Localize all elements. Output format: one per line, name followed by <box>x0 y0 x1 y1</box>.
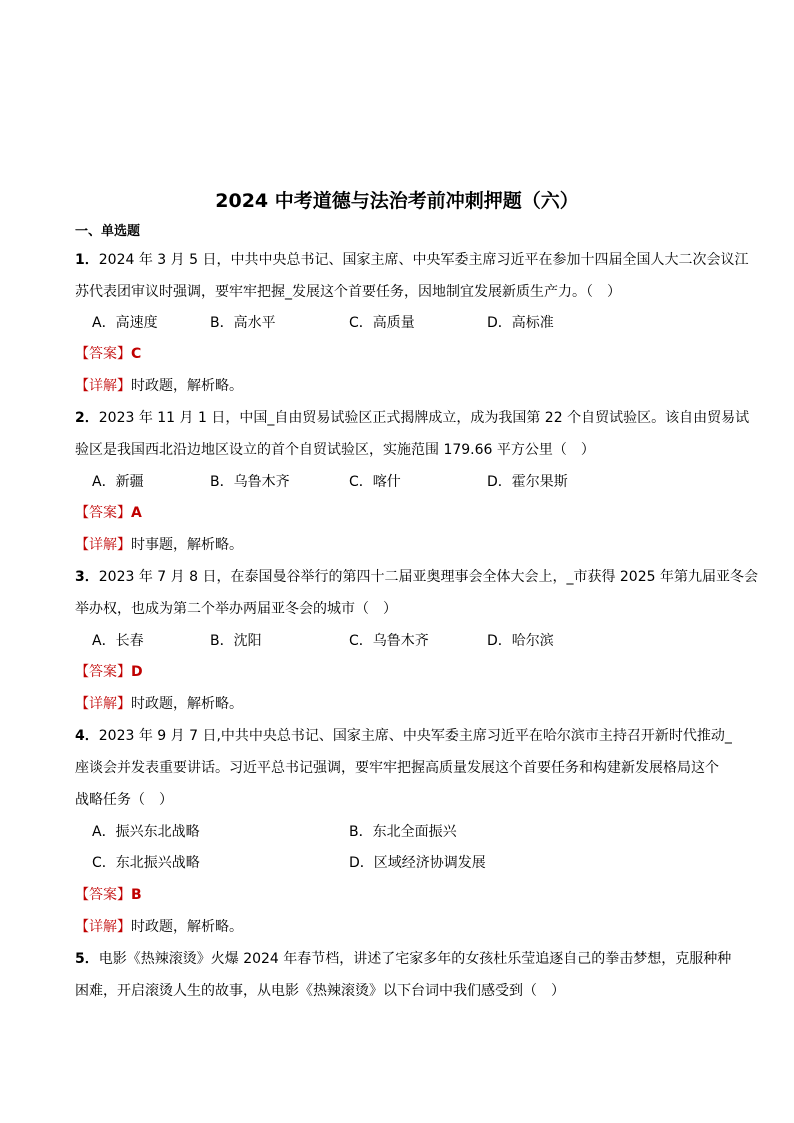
question-4-option-d: D．区域经济协调发展 <box>349 855 486 871</box>
question-1-line-2: 苏代表团审议时强调，要牢牢把握_发展这个首要任务，因地制宜发展新质生产力。（ ） <box>75 284 621 300</box>
question-1-option-c: C．高质量 <box>349 315 415 331</box>
question-2-line-1 <box>75 408 749 428</box>
detail-text: 时政题，解析略。 <box>131 919 243 935</box>
answer-tag: 【答案】 <box>75 664 131 680</box>
detail-text: 时事题，解析略。 <box>131 537 243 553</box>
question-3-text-1: 2023 年 7 月 8 日，在泰国曼谷举行的第四十二届亚奥理事会全体大会上，_市获得 2025 年第九届亚冬会 <box>98 569 758 585</box>
question-3-option-c: C．乌鲁木齐 <box>349 633 429 649</box>
answer-value: D <box>131 664 143 680</box>
question-3-line-2: 举办权，也成为第二个举办两届亚冬会的城市（ ） <box>75 601 397 617</box>
question-5-text-1: 电影《热辣滚烫》火爆 2024 年春节档，讲述了宅家多年的女孩杜乐莹追逐自己的拳击梦想，克服种种 <box>98 951 732 967</box>
question-4-number: 4． <box>75 728 99 744</box>
question-1-option-a: A．高速度 <box>92 315 158 331</box>
question-5-line-2: 困难，开启滚烫人生的故事，从电影《热辣滚烫》以下台词中我们感受到（ ） <box>75 983 565 999</box>
question-4-option-c: C．东北振兴战略 <box>92 855 200 871</box>
question-2-number: 2． <box>75 410 99 426</box>
question-2-option-d: D．霍尔果斯 <box>487 474 568 490</box>
question-1-answer <box>75 344 141 364</box>
question-2-option-a: A．新疆 <box>92 474 144 490</box>
question-1-text-1: 2024 年 3 月 5 日，中共中央总书记、国家主席、中央军委主席习近平在参加十四届全国人大二次会议江 <box>98 252 749 268</box>
question-2-line-2: 验区是我国西北沿边地区设立的首个自贸试验区，实施范围 179.66 平方公里（ ） <box>75 442 595 458</box>
question-1-number: 1． <box>75 252 99 268</box>
answer-tag: 【答案】 <box>75 505 131 521</box>
question-2-detail <box>75 535 243 555</box>
question-5-number: 5． <box>75 951 99 967</box>
answer-value: C <box>131 346 142 362</box>
question-1-line-1 <box>75 250 748 270</box>
question-4-text-1: 2023 年 9 月 7 日,中共中央总书记、国家主席、中央军委主席习近平在哈尔滨市主持召开新时代推动_ <box>98 728 732 744</box>
question-1-detail <box>75 376 243 396</box>
question-4-line-2: 座谈会并发表重要讲话。习近平总书记强调，要牢牢把握高质量发展这个首要任务和构建新发展格局这个 <box>75 760 719 776</box>
page-title: 2024 中考道德与法治考前冲刺押题（六） <box>215 190 579 212</box>
question-2-option-c: C．喀什 <box>349 474 401 490</box>
question-2-text-1: 2023 年 11 月 1 日，中国_自由贸易试验区正式揭牌成立，成为我国第 22 个自贸试验区。该自由贸易试 <box>98 410 750 426</box>
question-4-option-a: A．振兴东北战略 <box>92 824 200 840</box>
answer-tag: 【答案】 <box>75 887 131 903</box>
answer-value: A <box>131 505 142 521</box>
detail-tag: 【详解】 <box>75 378 131 394</box>
question-3-line-1 <box>75 567 758 587</box>
question-5-line-1 <box>75 949 731 969</box>
question-3-option-a: A．长春 <box>92 633 144 649</box>
question-4-option-b: B．东北全面振兴 <box>349 824 457 840</box>
answer-tag: 【答案】 <box>75 346 131 362</box>
section-heading: 一、单选题 <box>75 224 141 239</box>
question-2-option-b: B．乌鲁木齐 <box>210 474 290 490</box>
question-1-option-b: B．高水平 <box>210 315 276 331</box>
question-4-answer <box>75 885 142 905</box>
detail-tag: 【详解】 <box>75 919 131 935</box>
detail-text: 时政题，解析略。 <box>131 696 243 712</box>
detail-tag: 【详解】 <box>75 696 131 712</box>
answer-value: B <box>131 887 142 903</box>
question-1-option-d: D．高标准 <box>487 315 554 331</box>
question-3-number: 3． <box>75 569 99 585</box>
question-4-line-3: 战略任务（ ） <box>75 792 173 808</box>
detail-text: 时政题，解析略。 <box>131 378 243 394</box>
question-4-line-1 <box>75 726 732 746</box>
question-3-detail <box>75 694 243 714</box>
detail-tag: 【详解】 <box>75 537 131 553</box>
question-3-option-d: D．哈尔滨 <box>487 633 554 649</box>
question-4-detail <box>75 917 243 937</box>
question-3-option-b: B．沈阳 <box>210 633 262 649</box>
question-2-answer <box>75 503 142 523</box>
question-3-answer <box>75 662 143 682</box>
